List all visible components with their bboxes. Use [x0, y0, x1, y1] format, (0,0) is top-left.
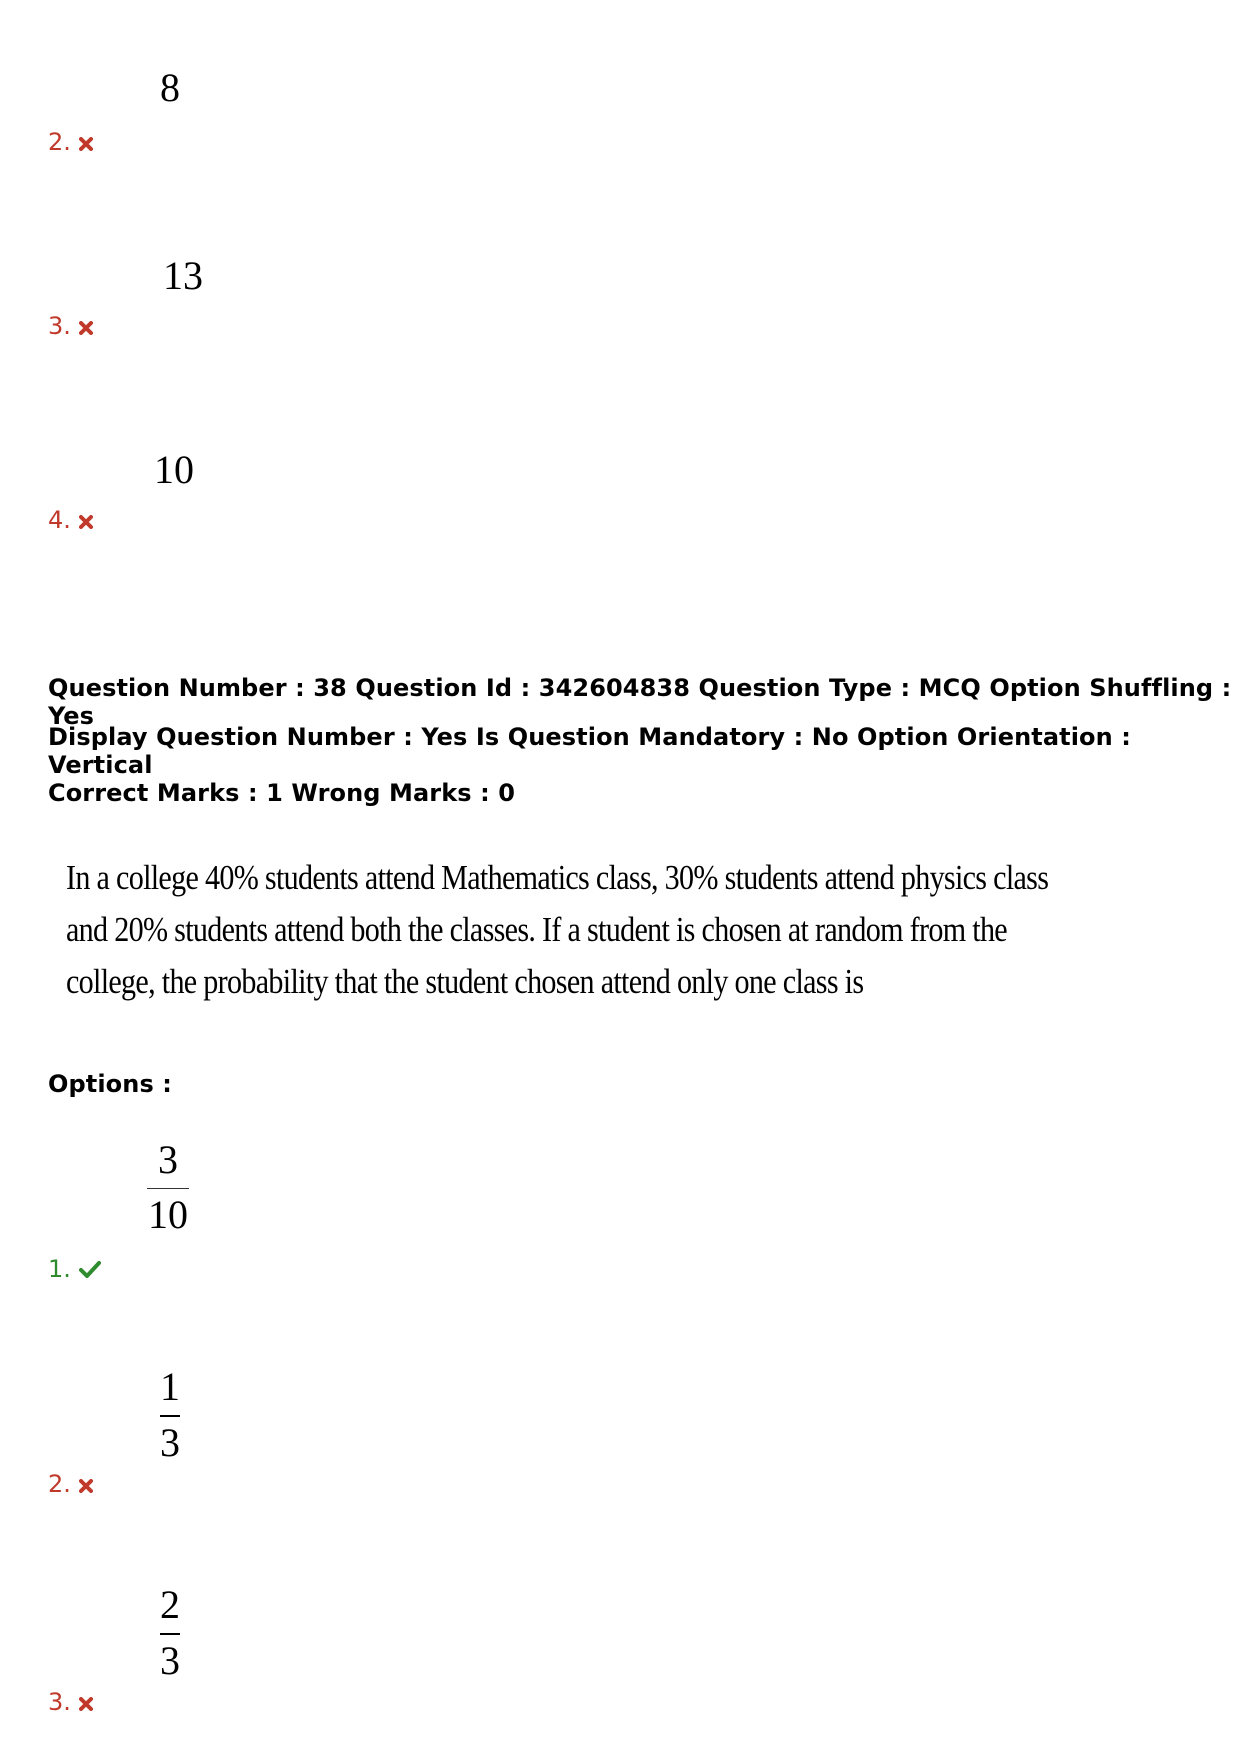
cross-mark-icon — [79, 1471, 93, 1499]
prev-option-4-value: 10 — [154, 447, 194, 492]
question-text-line: college, the probability that the student chosen attend only one class is — [66, 962, 864, 1001]
fraction-bar — [160, 1633, 180, 1635]
denominator: 3 — [160, 1420, 180, 1465]
question-meta-line3: Correct Marks : 1 Wrong Marks : 0 — [48, 779, 516, 807]
question-text-line: In a college 40% students attend Mathematics class, 30% students attend physics class — [66, 858, 1049, 897]
prev-option-4 — [48, 506, 93, 535]
option-3-fraction — [160, 1582, 180, 1683]
option-number: 4. — [48, 506, 71, 534]
denominator: 10 — [148, 1192, 188, 1237]
prev-option-2-value: 8 — [160, 65, 180, 110]
numerator: 3 — [158, 1137, 178, 1182]
question-text — [66, 852, 1048, 1008]
numerator: 2 — [160, 1582, 180, 1627]
prev-option-3 — [48, 312, 93, 341]
option-number: 2. — [48, 1470, 71, 1498]
question-meta-line2: Display Question Number : Yes Is Question Mandatory : No Option Orientation : Vertical — [48, 723, 1131, 779]
cross-mark-icon — [79, 1689, 93, 1717]
cross-mark-icon — [79, 507, 93, 535]
option-number: 3. — [48, 312, 71, 340]
option-1-fraction — [147, 1137, 189, 1237]
options-label: Options : — [48, 1070, 172, 1098]
question-meta-line1: Question Number : 38 Question Id : 342604838 Question Type : MCQ Option Shuffling : Yes — [48, 674, 1232, 730]
option-1 — [48, 1255, 101, 1284]
option-number: 3. — [48, 1688, 71, 1716]
cross-mark-icon — [79, 313, 93, 341]
denominator: 3 — [160, 1638, 180, 1683]
cross-mark-icon — [79, 129, 93, 157]
numerator: 1 — [160, 1364, 180, 1409]
option-3 — [48, 1688, 93, 1717]
prev-option-2 — [48, 128, 93, 157]
fraction-bar — [160, 1415, 180, 1417]
option-number: 1. — [48, 1255, 71, 1283]
fraction-bar — [147, 1188, 189, 1189]
prev-option-3-value: 13 — [163, 253, 203, 298]
option-2-fraction — [160, 1364, 180, 1465]
question-text-line: and 20% students attend both the classes. If a student is chosen at random from the — [66, 910, 1007, 949]
check-mark-icon — [79, 1256, 101, 1284]
option-number: 2. — [48, 128, 71, 156]
option-2 — [48, 1470, 93, 1499]
